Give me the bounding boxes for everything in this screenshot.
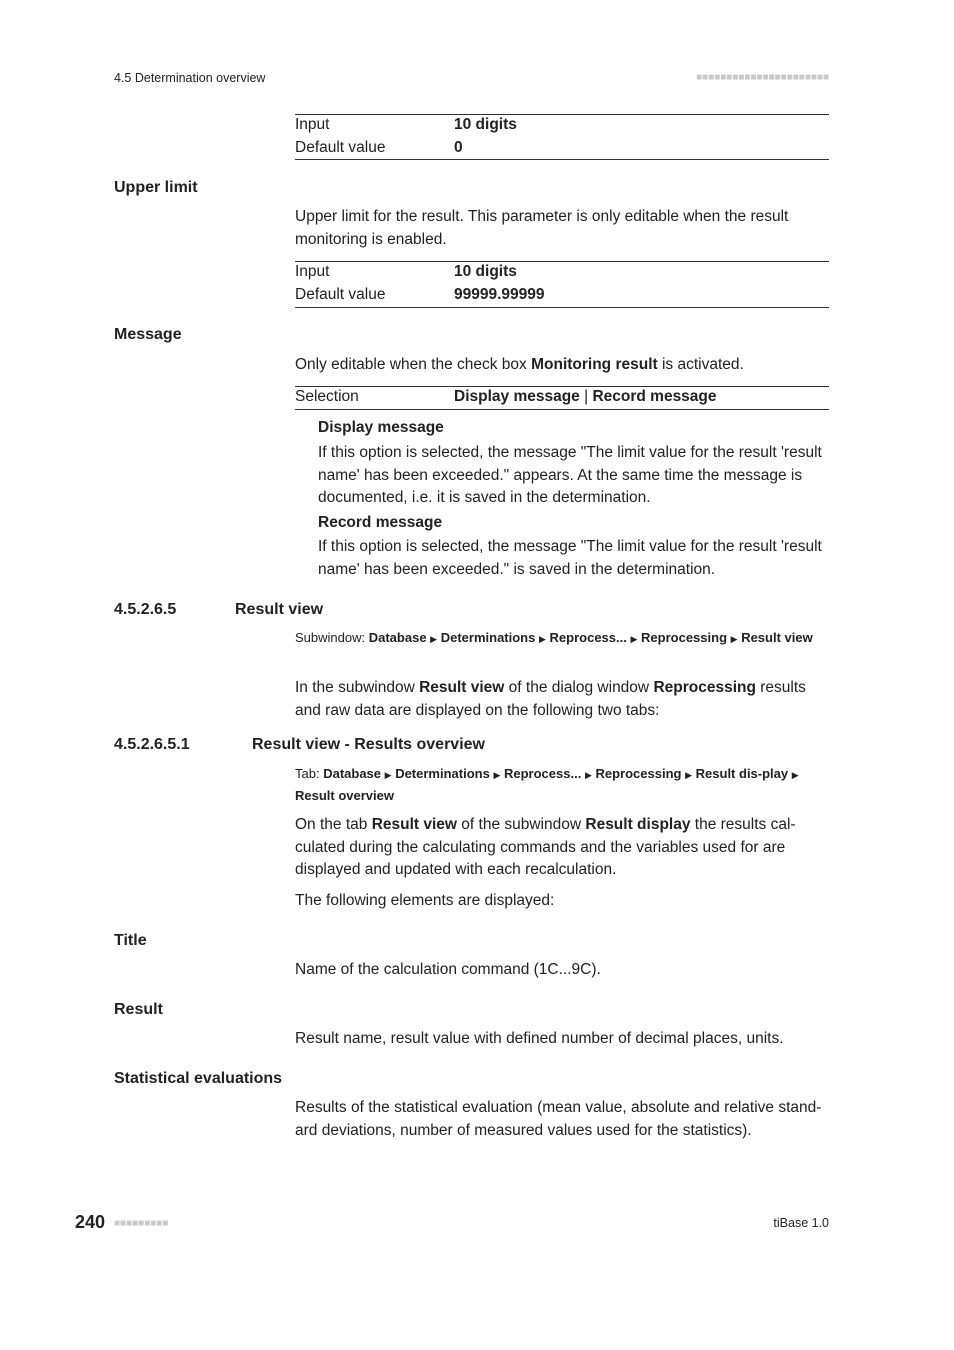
message-heading: Message (114, 326, 182, 343)
message-desc-text: Only editable when the check box (295, 356, 532, 373)
selection-separator: | (584, 388, 589, 405)
table-row (295, 386, 829, 409)
message-desc-text: is activated. (657, 356, 744, 373)
path-item: Database (368, 630, 427, 645)
arrow-right-icon: ▶ (430, 634, 438, 644)
option-title-display-message: Display message (318, 419, 444, 436)
arrow-right-icon: ▶ (730, 634, 738, 644)
option-text-record-message: If this option is selected, the message "The limit value for the result 'result name' has been exceeded." is saved in the determination. (318, 538, 822, 578)
table-value (454, 386, 829, 409)
table-row (295, 137, 829, 160)
arrow-right-icon: ▶ (791, 770, 799, 780)
path-item: Result dis-play (695, 766, 789, 781)
table-bottom-rule (295, 159, 829, 160)
arrow-right-icon: ▶ (630, 634, 638, 644)
selection-option: Record message (592, 388, 717, 405)
section-title: Result view (235, 601, 324, 618)
section-paragraph: The following elements are displayed: (295, 892, 555, 909)
ui-term: Result view (371, 816, 457, 833)
ui-term: Reprocessing (653, 679, 756, 696)
paragraph-text: the results cal-culated during the calculating commands and the variables used for are displayed and updated with each recalculation. (295, 816, 796, 878)
element-heading-title: Title (114, 932, 147, 949)
section-number: 4.5.2.6.5 (114, 601, 177, 618)
table-key: Input (295, 263, 330, 280)
arrow-right-icon: ▶ (685, 770, 693, 780)
element-heading-statistical-evaluations: Statistical evaluations (114, 1070, 283, 1087)
upper-limit-description: Upper limit for the result. This parameter is only editable when the result monitoring is enabled. (295, 208, 789, 248)
path-label: Tab: (295, 766, 320, 781)
path-item: Determinations (395, 766, 490, 781)
path-label: Subwindow: (295, 630, 366, 645)
table-row (295, 261, 829, 284)
element-heading-result: Result (114, 1001, 163, 1018)
table-value: 10 digits (454, 263, 517, 280)
element-text-statistical-evaluations: Results of the statistical evaluation (mean value, absolute and relative stand-ard deviations, number of measured values used for the statistics). (295, 1099, 822, 1139)
path-item: Database (323, 766, 382, 781)
path-item: Reprocessing (641, 630, 728, 645)
product-name: tiBase 1.0 (773, 1216, 829, 1230)
header-decoration-dots: ■■■■■■■■■■■■■■■■■■■■■■ (696, 72, 829, 83)
path-item: Reprocess... (504, 766, 582, 781)
table-key: Input (295, 116, 330, 133)
upper-limit-table (295, 261, 829, 306)
paragraph-text: In the subwindow (295, 679, 420, 696)
table-bottom-rule (295, 409, 829, 410)
arrow-right-icon: ▶ (538, 634, 546, 644)
paragraph-text: On the tab (295, 816, 372, 833)
path-item: Result view (741, 630, 813, 645)
table-row (295, 114, 829, 137)
subsection-number: 4.5.2.6.5.1 (114, 736, 190, 753)
element-text-result: Result name, result value with defined number of decimal places, units. (295, 1030, 784, 1047)
upper-limit-heading: Upper limit (114, 179, 198, 196)
navigation-path (295, 628, 829, 650)
ui-term: Result display (585, 816, 691, 833)
table-key: Selection (295, 388, 359, 405)
arrow-right-icon: ▶ (384, 770, 392, 780)
path-item: Reprocess... (549, 630, 627, 645)
table-key: Default value (295, 285, 386, 303)
message-description (295, 354, 829, 377)
path-item: Determinations (440, 630, 536, 645)
option-title-record-message: Record message (318, 514, 443, 531)
arrow-right-icon: ▶ (493, 770, 501, 780)
table-bottom-rule (295, 307, 829, 308)
table-value: 99999.99999 (454, 285, 545, 303)
arrow-right-icon: ▶ (584, 770, 592, 780)
path-item: Reprocessing (595, 766, 682, 781)
table-value: 10 digits (454, 116, 517, 133)
paragraph-text: results and raw data are displayed on the following two tabs: (295, 679, 806, 719)
subsection-title: Result view - Results overview (252, 736, 485, 753)
section-paragraph (295, 814, 829, 882)
footer-decoration-dots: ■■■■■■■■■ (114, 1218, 169, 1229)
element-text-title: Name of the calculation command (1C...9C). (295, 961, 601, 978)
navigation-path (295, 764, 800, 805)
path-item: Result overview (295, 787, 394, 803)
selection-table (295, 386, 829, 409)
section-paragraph (295, 677, 829, 722)
table-row (295, 284, 829, 307)
page-number: 240 (75, 1212, 106, 1232)
table-value: 0 (454, 138, 463, 156)
option-text-display-message: If this option is selected, the message "The limit value for the result 'result name' has been exceeded." appears. At the same time the message is documented, i.e. it is saved in the determination. (318, 444, 822, 506)
monitoring-result-term: Monitoring result (531, 356, 658, 373)
ui-term: Result view (419, 679, 505, 696)
running-header-section: 4.5 Determination overview (114, 71, 266, 85)
input-default-table (295, 114, 829, 159)
table-key: Default value (295, 138, 386, 156)
paragraph-text: of the dialog window (504, 679, 654, 696)
paragraph-text: of the subwindow (456, 816, 586, 833)
selection-option: Display message (454, 388, 580, 405)
